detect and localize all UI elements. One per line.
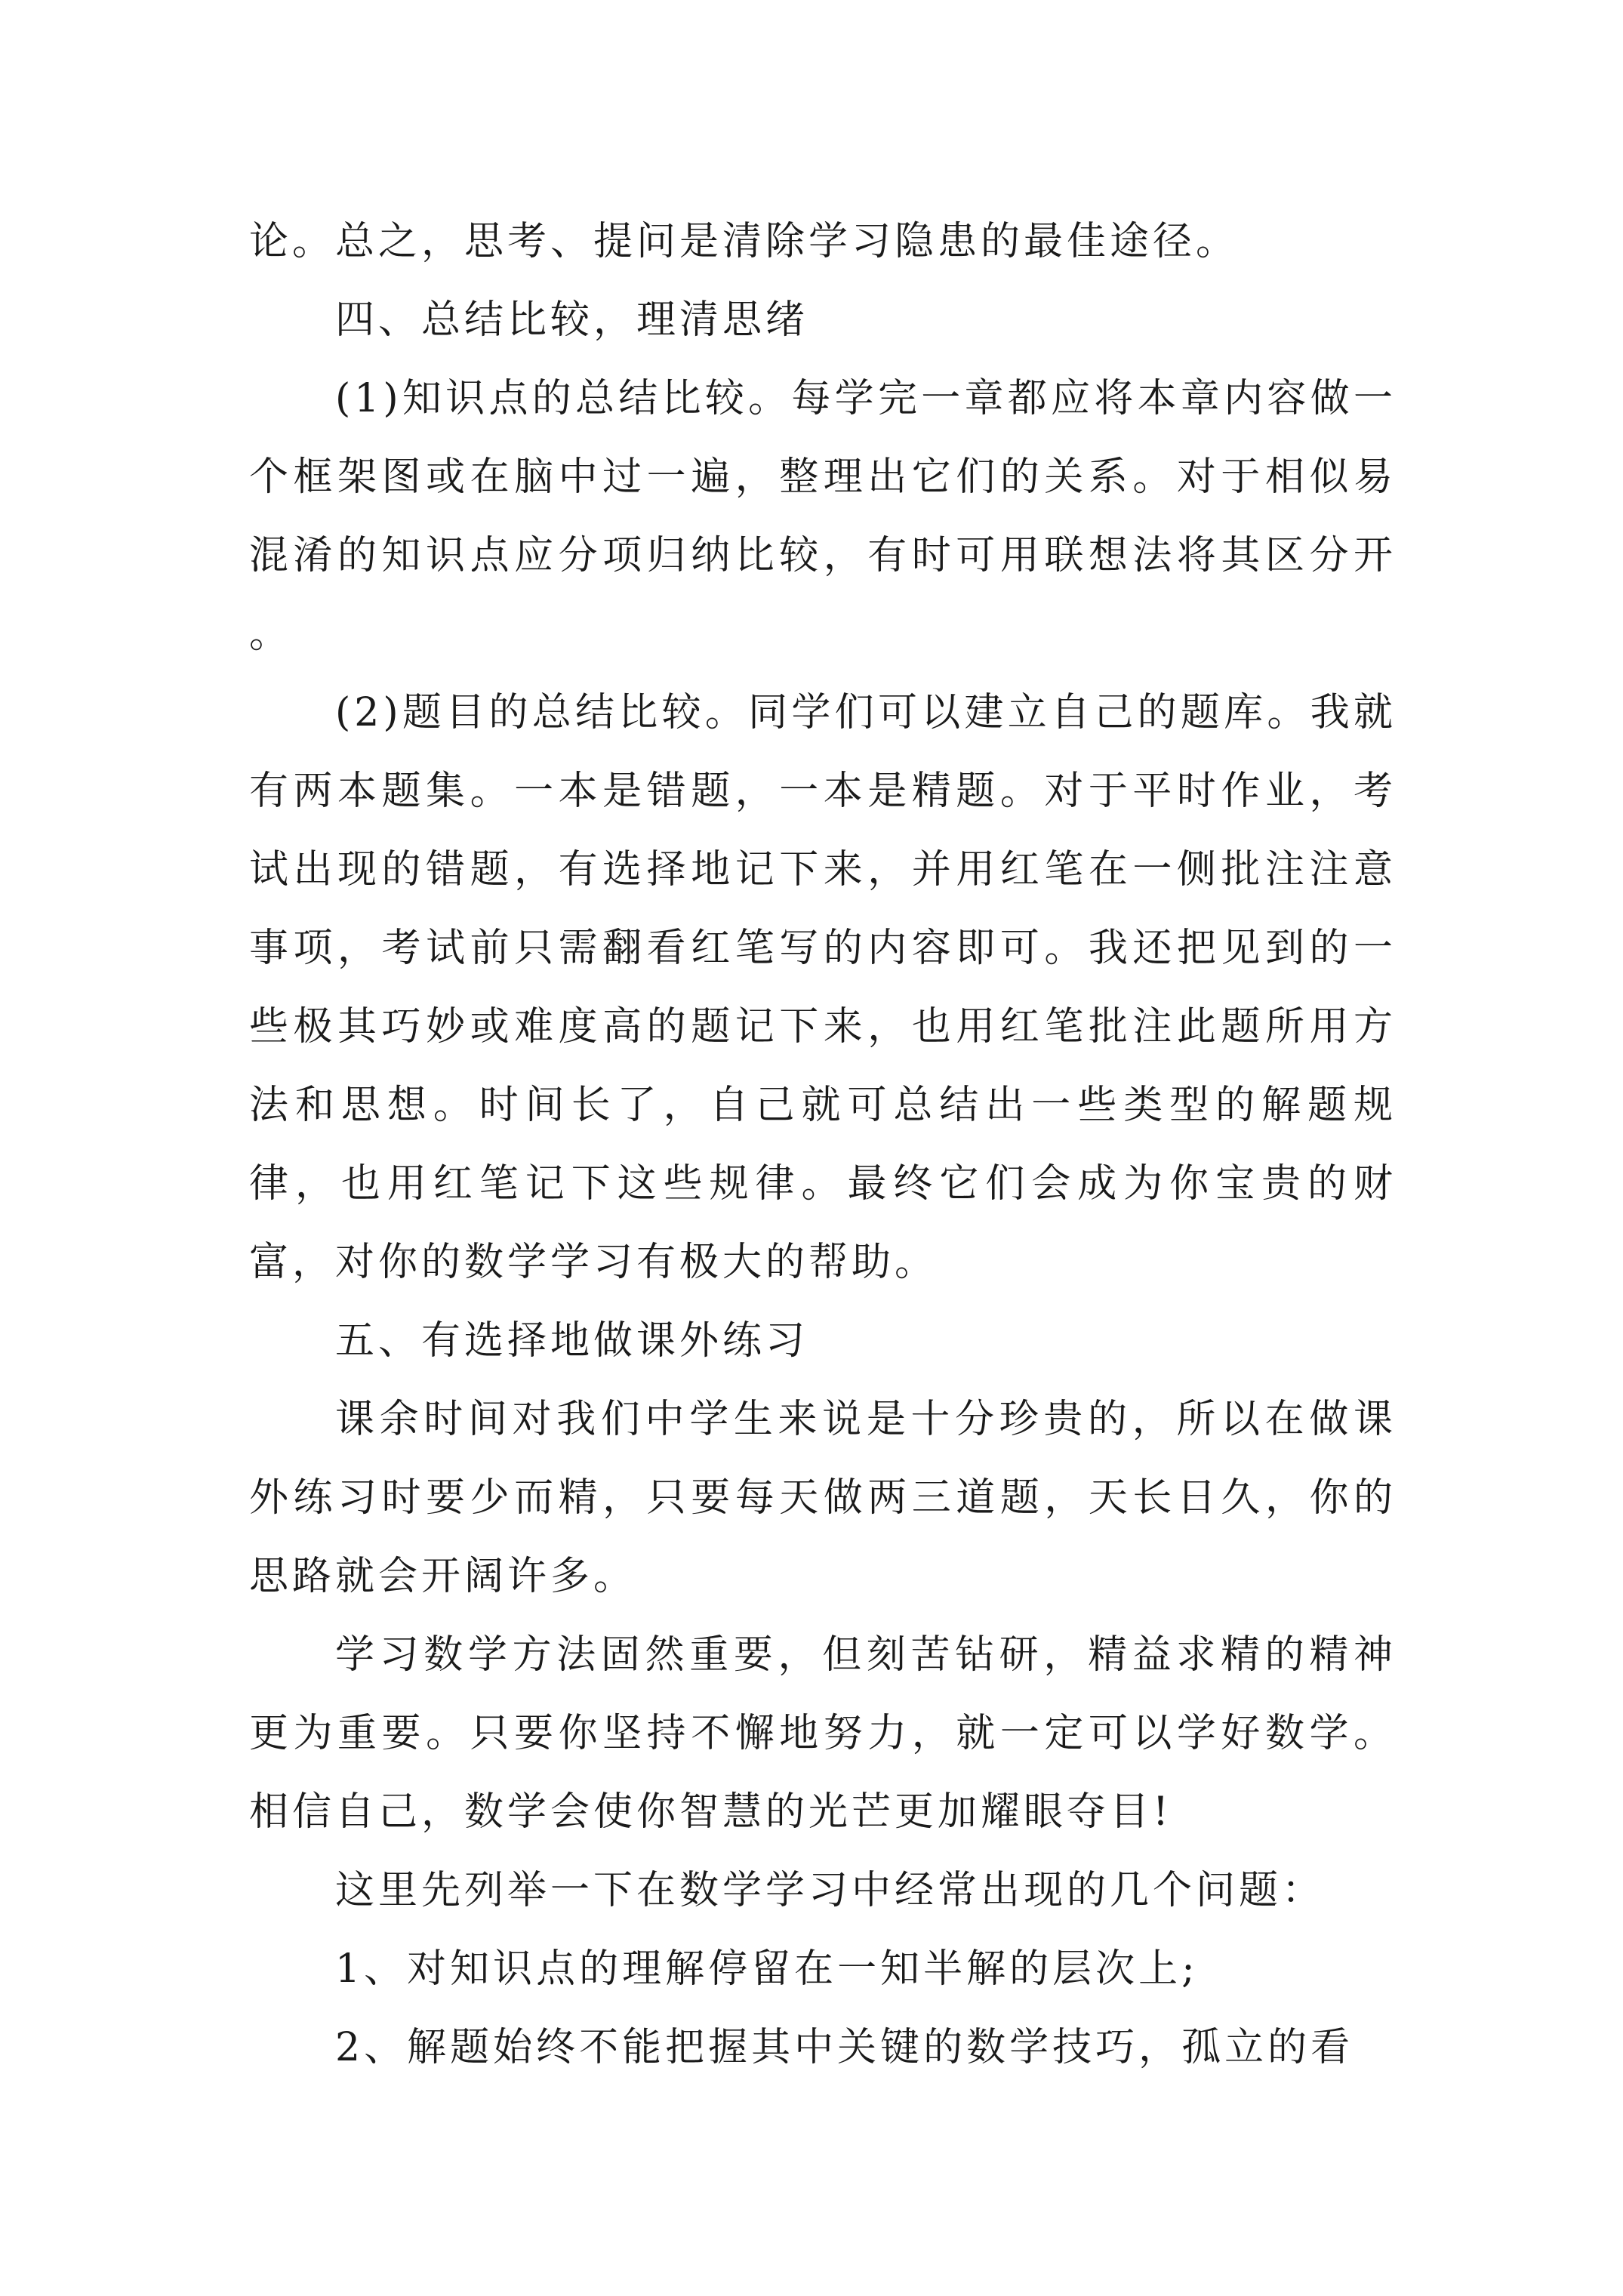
document-body: [249, 202, 1397, 2087]
paragraph-common-problems-intro: 这里先列举一下在数学学习中经常出现的几个问题：: [335, 1868, 1326, 1913]
paragraph-extra-practice: 课余时间对我们中学生来说是十分珍贵的，所以在做课外练习时要少而精，只要每天做两三道题，天长日久，你的思路就会开阔许多。: [249, 1397, 1397, 1599]
paragraph-problem-summary: (2)题目的总结比较。同学们可以建立自己的题库。我就有两本题集。一本是错题，一本是精题。对于平时作业，考试出现的错题，有选择地记下来，并用红笔在一侧批注注意事项，考试前只需翻看红笔写的内容即可。我还把见到的一些极其巧妙或难度高的题记下来，也用红笔批注此题所用方法和思想。时间长了，自己就可总结出一些类型的解题规律，也用红笔记下这些规律。最终它们会成为你宝贵的财富，对你的数学学习有极大的帮助。: [249, 690, 1397, 1285]
section-heading-5: 五、有选择地做课外练习: [335, 1318, 809, 1364]
section-heading-4: 四、总结比较，理清思绪: [335, 297, 809, 343]
list-item-1: 1、对知识点的理解停留在一知半解的层次上;: [335, 1946, 1199, 1992]
paragraph-continuation: 论。总之，思考、提问是清除学习隐患的最佳途径。: [249, 219, 1240, 264]
paragraph-perseverance: 学习数学方法固然重要，但刻苦钻研，精益求精的精神更为重要。只要你坚持不懈地努力，就一定可以学好数学。相信自己，数学会使你智慧的光芒更加耀眼夺目!: [249, 1632, 1397, 1835]
list-item-2: 2、解题始终不能把握其中关键的数学技巧，孤立的看: [335, 2025, 1354, 2070]
paragraph-knowledge-summary: (1)知识点的总结比较。每学完一章都应将本章内容做一个框架图或在脑中过一遍，整理出它们的关系。对于相似易混淆的知识点应分项归纳比较，有时可用联想法将其区分开 。: [249, 376, 1397, 657]
